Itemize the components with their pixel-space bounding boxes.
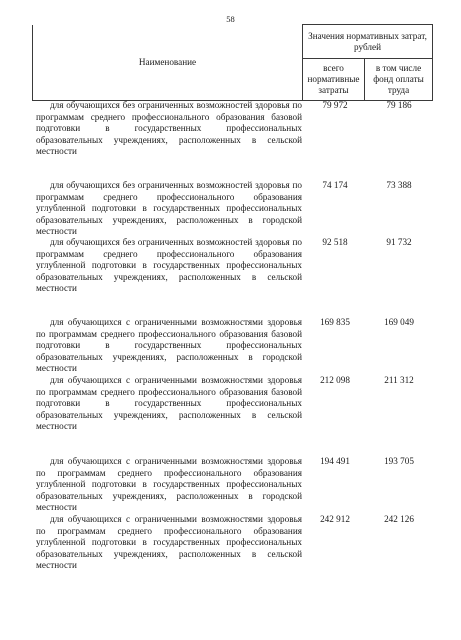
page-number: 58 <box>226 14 235 24</box>
row-total-value: 79 972 <box>322 100 348 110</box>
row-name: для обучающихся с ограниченными возможностями здоровья по программам среднего профессионального образования углубленной подготовки в государственных профессиональных образовательных учреждениях, расположенных в сельской местности <box>36 514 302 570</box>
row-name: для обучающихся с ограниченными возможностями здоровья по программам среднего профессионального образования базовой подготовки в государственных профессиональных образовательных учреждениях, расположенных в городской местности <box>36 317 302 373</box>
row-total-value: 169 835 <box>320 317 350 327</box>
header-total-column: всего нормативные затраты <box>303 59 365 101</box>
row-total-value: 92 518 <box>322 237 348 247</box>
header-name-column: Наименование <box>33 25 303 101</box>
row-total-value: 74 174 <box>322 180 348 190</box>
row-wage-value: 193 705 <box>384 456 414 466</box>
header-wage-column: в том числе фонд оплаты труда <box>365 59 433 101</box>
row-wage-value: 242 126 <box>384 514 414 524</box>
row-name: для обучающихся с ограниченными возможностями здоровья по программам среднего профессионального образования базовой подготовки в государственных профессиональных образовательных учреждениях, расположенных в сельской местности <box>36 375 302 431</box>
row-wage-value: 73 388 <box>386 180 412 190</box>
row-name: для обучающихся без ограниченных возможностей здоровья по программам среднего профессионального образования углубленной подготовки в государственных профессиональных образовательных учреждениях, расположенных в городской местности <box>36 180 302 236</box>
row-wage-value: 91 732 <box>386 237 412 247</box>
header-values-group: Значения нормативных затрат, рублей <box>303 25 433 59</box>
row-name: для обучающихся без ограниченных возможностей здоровья по программам среднего профессионального образования базовой подготовки в государственных профессиональных образовательных учреждениях, расположенных в сельской местности <box>36 100 302 156</box>
row-wage-value: 169 049 <box>384 317 414 327</box>
row-wage-value: 211 312 <box>384 375 414 385</box>
row-name: для обучающихся с ограниченными возможностями здоровья по программам среднего профессионального образования углубленной подготовки в государственных профессиональных образовательных учреждениях, расположенных в городской местности <box>36 456 302 512</box>
row-total-value: 212 098 <box>320 375 350 385</box>
row-name: для обучающихся без ограниченных возможностей здоровья по программам среднего профессионального образования углубленной подготовки в государственных профессиональных образовательных учреждениях, расположенных в сельской местности <box>36 237 302 293</box>
row-wage-value: 79 186 <box>386 100 412 110</box>
row-total-value: 194 491 <box>320 456 350 466</box>
table-header <box>32 24 433 101</box>
row-total-value: 242 912 <box>320 514 350 524</box>
